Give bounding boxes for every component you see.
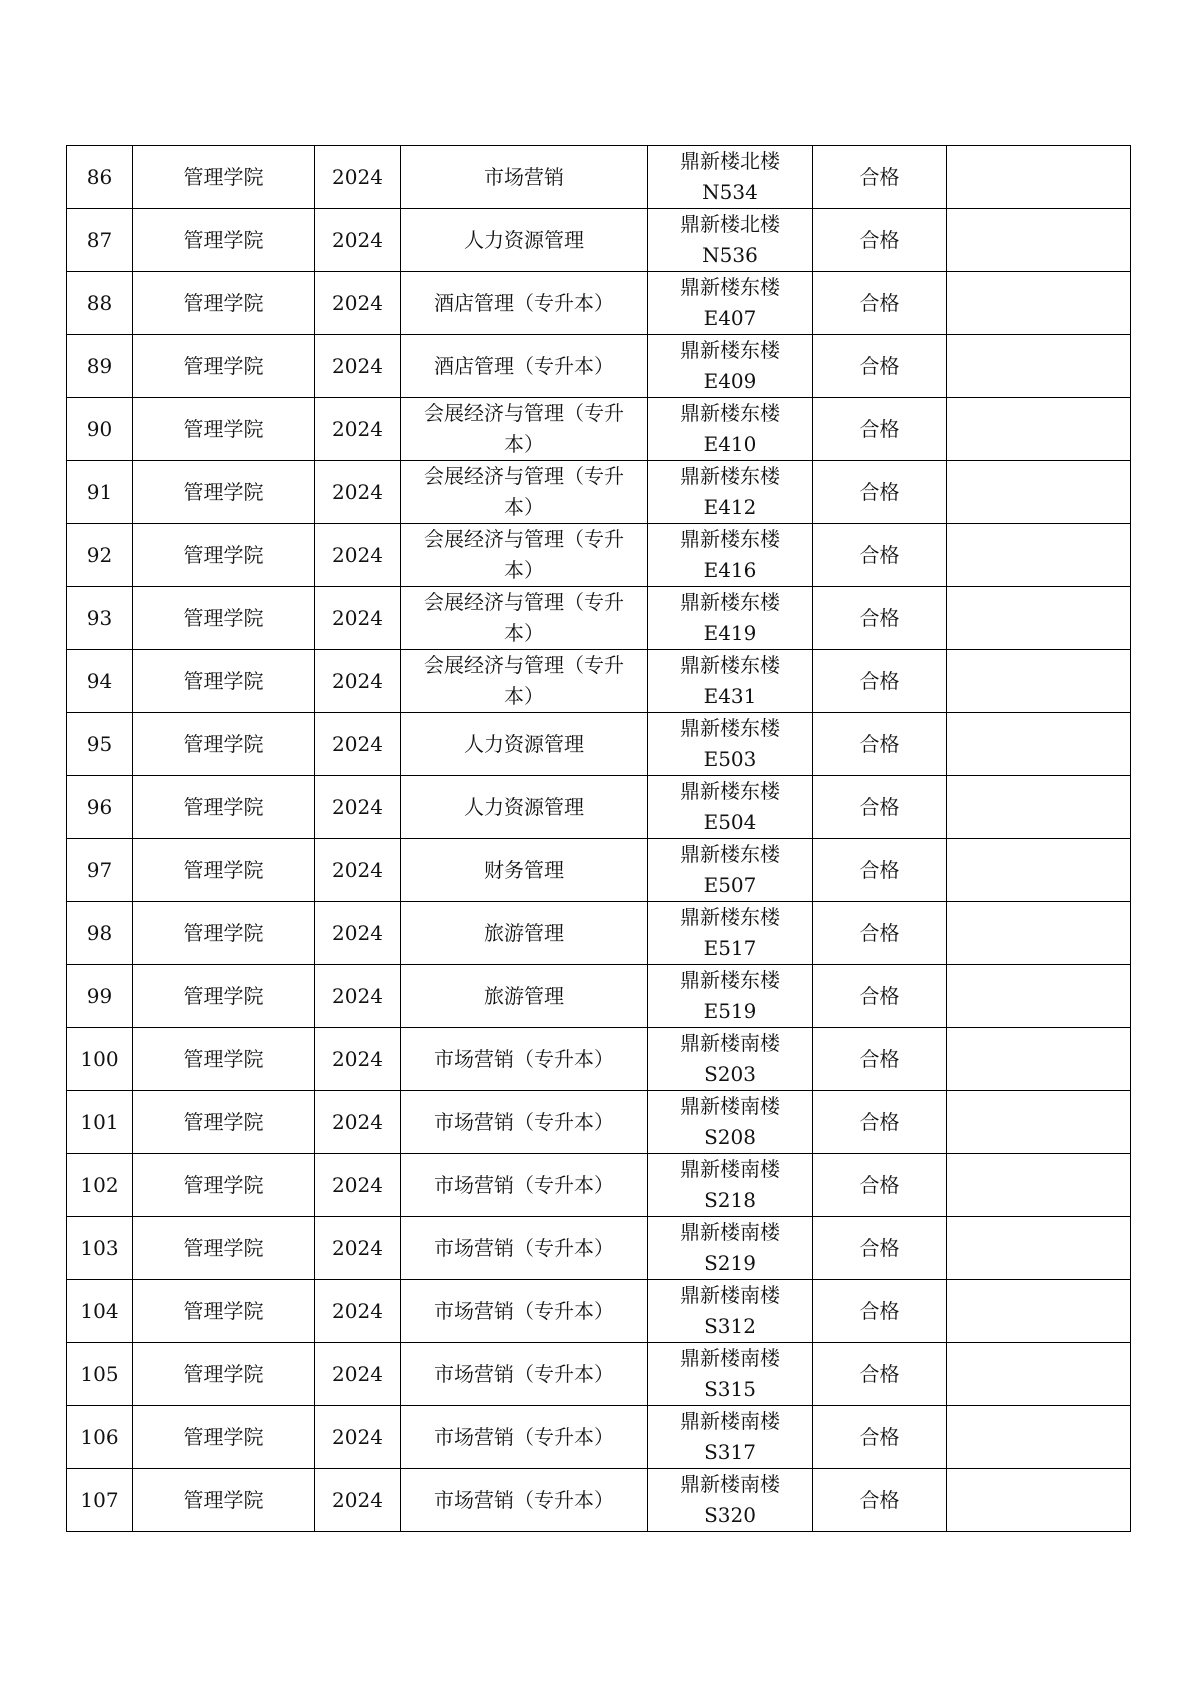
cell-major xyxy=(401,209,648,272)
cell-number: 104 xyxy=(67,1280,133,1343)
cell-note xyxy=(947,1217,1131,1280)
cell-room-line: E519 xyxy=(703,999,757,1023)
cell-room xyxy=(648,1343,813,1406)
cell-college: 管理学院 xyxy=(133,524,315,587)
cell-number: 101 xyxy=(67,1091,133,1154)
cell-number: 107 xyxy=(67,1469,133,1532)
cell-room-line: 鼎新楼东楼 xyxy=(680,716,780,740)
cell-number: 100 xyxy=(67,1028,133,1091)
table-row xyxy=(67,650,1131,713)
cell-major-line: 市场营销 xyxy=(484,164,564,189)
cell-room xyxy=(648,965,813,1028)
cell-result: 合格 xyxy=(813,1217,947,1280)
cell-result: 合格 xyxy=(813,1091,947,1154)
cell-major-line: 市场营销（专升本） xyxy=(434,1487,614,1512)
cell-major-line: 市场营销（专升本） xyxy=(434,1109,614,1134)
cell-major-line: 本） xyxy=(504,558,544,582)
cell-room xyxy=(648,1217,813,1280)
table-row xyxy=(67,1280,1131,1343)
cell-year: 2024 xyxy=(315,776,401,839)
cell-room xyxy=(648,650,813,713)
cell-college: 管理学院 xyxy=(133,713,315,776)
cell-result: 合格 xyxy=(813,839,947,902)
table-row xyxy=(67,587,1131,650)
cell-room-line: E504 xyxy=(703,810,757,834)
cell-result: 合格 xyxy=(813,1028,947,1091)
cell-college: 管理学院 xyxy=(133,839,315,902)
cell-room-line: E517 xyxy=(703,936,757,960)
cell-major xyxy=(401,1091,648,1154)
cell-major-line: 旅游管理 xyxy=(484,983,564,1008)
cell-major xyxy=(401,335,648,398)
cell-room-line: S208 xyxy=(704,1125,756,1149)
cell-college: 管理学院 xyxy=(133,776,315,839)
cell-room-line: 鼎新楼南楼 xyxy=(680,1409,780,1433)
cell-room xyxy=(648,1469,813,1532)
cell-room xyxy=(648,1406,813,1469)
cell-room-line: N536 xyxy=(702,243,758,267)
cell-room xyxy=(648,1091,813,1154)
cell-room-line: 鼎新楼南楼 xyxy=(680,1094,780,1118)
cell-room-line: 鼎新楼东楼 xyxy=(680,779,780,803)
cell-year: 2024 xyxy=(315,1406,401,1469)
cell-note xyxy=(947,1280,1131,1343)
cell-major-line: 酒店管理（专升本） xyxy=(434,353,614,378)
cell-number: 89 xyxy=(67,335,133,398)
cell-room-line: E412 xyxy=(703,495,757,519)
cell-major-line: 会展经济与管理（专升 xyxy=(424,464,624,488)
cell-room-line: 鼎新楼东楼 xyxy=(680,905,780,929)
cell-room-line: 鼎新楼南楼 xyxy=(680,1031,780,1055)
cell-major-line: 市场营销（专升本） xyxy=(434,1298,614,1323)
cell-major xyxy=(401,461,648,524)
cell-college: 管理学院 xyxy=(133,1028,315,1091)
cell-room-line: S315 xyxy=(704,1377,756,1401)
cell-major xyxy=(401,902,648,965)
table-body xyxy=(67,146,1131,1532)
cell-result: 合格 xyxy=(813,1343,947,1406)
cell-result: 合格 xyxy=(813,146,947,209)
table-row xyxy=(67,1343,1131,1406)
cell-college: 管理学院 xyxy=(133,1469,315,1532)
cell-room xyxy=(648,713,813,776)
cell-note xyxy=(947,272,1131,335)
cell-number: 94 xyxy=(67,650,133,713)
cell-year: 2024 xyxy=(315,902,401,965)
cell-major xyxy=(401,1154,648,1217)
cell-number: 105 xyxy=(67,1343,133,1406)
cell-room-line: S218 xyxy=(704,1188,756,1212)
cell-result: 合格 xyxy=(813,650,947,713)
table-row xyxy=(67,335,1131,398)
cell-year: 2024 xyxy=(315,335,401,398)
cell-room-line: 鼎新楼东楼 xyxy=(680,590,780,614)
cell-room-line: S312 xyxy=(704,1314,756,1338)
cell-major xyxy=(401,146,648,209)
cell-major xyxy=(401,1280,648,1343)
cell-room-line: S203 xyxy=(704,1062,756,1086)
cell-year: 2024 xyxy=(315,713,401,776)
cell-result: 合格 xyxy=(813,335,947,398)
cell-major xyxy=(401,272,648,335)
cell-note xyxy=(947,902,1131,965)
cell-major-line: 会展经济与管理（专升 xyxy=(424,590,624,614)
cell-year: 2024 xyxy=(315,1217,401,1280)
cell-note xyxy=(947,587,1131,650)
table-row xyxy=(67,1154,1131,1217)
cell-major xyxy=(401,1406,648,1469)
cell-number: 92 xyxy=(67,524,133,587)
cell-year: 2024 xyxy=(315,1343,401,1406)
table-row xyxy=(67,839,1131,902)
cell-note xyxy=(947,1028,1131,1091)
cell-result: 合格 xyxy=(813,776,947,839)
cell-room xyxy=(648,776,813,839)
cell-major-line: 会展经济与管理（专升 xyxy=(424,401,624,425)
cell-room-line: E407 xyxy=(703,306,757,330)
cell-result: 合格 xyxy=(813,1469,947,1532)
cell-note xyxy=(947,209,1131,272)
cell-number: 98 xyxy=(67,902,133,965)
cell-number: 103 xyxy=(67,1217,133,1280)
cell-room xyxy=(648,461,813,524)
table-row xyxy=(67,965,1131,1028)
cell-room-line: E507 xyxy=(703,873,757,897)
cell-result: 合格 xyxy=(813,587,947,650)
cell-year: 2024 xyxy=(315,398,401,461)
cell-note xyxy=(947,965,1131,1028)
cell-room xyxy=(648,524,813,587)
cell-college: 管理学院 xyxy=(133,965,315,1028)
cell-result: 合格 xyxy=(813,209,947,272)
cell-number: 95 xyxy=(67,713,133,776)
cell-note xyxy=(947,1154,1131,1217)
table-row xyxy=(67,209,1131,272)
cell-room-line: N534 xyxy=(702,180,758,204)
cell-room xyxy=(648,209,813,272)
cell-major-line: 酒店管理（专升本） xyxy=(434,290,614,315)
cell-major-line: 本） xyxy=(504,621,544,645)
cell-room xyxy=(648,587,813,650)
table-row xyxy=(67,1406,1131,1469)
cell-year: 2024 xyxy=(315,650,401,713)
cell-college: 管理学院 xyxy=(133,398,315,461)
cell-college: 管理学院 xyxy=(133,335,315,398)
cell-major-line: 本） xyxy=(504,432,544,456)
table-row xyxy=(67,524,1131,587)
cell-college: 管理学院 xyxy=(133,1406,315,1469)
cell-note xyxy=(947,1406,1131,1469)
cell-major xyxy=(401,713,648,776)
cell-college: 管理学院 xyxy=(133,902,315,965)
cell-note xyxy=(947,1343,1131,1406)
table-row xyxy=(67,1091,1131,1154)
cell-room-line: 鼎新楼东楼 xyxy=(680,842,780,866)
cell-major-line: 会展经济与管理（专升 xyxy=(424,653,624,677)
cell-note xyxy=(947,776,1131,839)
cell-result: 合格 xyxy=(813,398,947,461)
cell-room-line: 鼎新楼东楼 xyxy=(680,527,780,551)
cell-result: 合格 xyxy=(813,1154,947,1217)
cell-room-line: E503 xyxy=(703,747,757,771)
cell-year: 2024 xyxy=(315,1469,401,1532)
cell-major xyxy=(401,1343,648,1406)
cell-year: 2024 xyxy=(315,1280,401,1343)
cell-major-line: 人力资源管理 xyxy=(464,227,584,252)
cell-major-line: 会展经济与管理（专升 xyxy=(424,527,624,551)
cell-room-line: 鼎新楼东楼 xyxy=(680,401,780,425)
cell-major-line: 市场营销（专升本） xyxy=(434,1361,614,1386)
cell-year: 2024 xyxy=(315,461,401,524)
cell-note xyxy=(947,713,1131,776)
cell-room xyxy=(648,1154,813,1217)
cell-major xyxy=(401,524,648,587)
cell-note xyxy=(947,146,1131,209)
cell-note xyxy=(947,524,1131,587)
cell-number: 93 xyxy=(67,587,133,650)
table-row xyxy=(67,1217,1131,1280)
cell-number: 91 xyxy=(67,461,133,524)
cell-note xyxy=(947,461,1131,524)
table-row xyxy=(67,272,1131,335)
cell-result: 合格 xyxy=(813,965,947,1028)
cell-room-line: E419 xyxy=(703,621,757,645)
cell-room xyxy=(648,398,813,461)
table-row xyxy=(67,1028,1131,1091)
cell-room-line: 鼎新楼东楼 xyxy=(680,275,780,299)
cell-number: 97 xyxy=(67,839,133,902)
cell-room-line: 鼎新楼东楼 xyxy=(680,338,780,362)
cell-major-line: 旅游管理 xyxy=(484,920,564,945)
cell-major xyxy=(401,650,648,713)
cell-year: 2024 xyxy=(315,146,401,209)
table-row xyxy=(67,146,1131,209)
cell-result: 合格 xyxy=(813,1280,947,1343)
cell-major-line: 人力资源管理 xyxy=(464,794,584,819)
cell-note xyxy=(947,650,1131,713)
cell-year: 2024 xyxy=(315,1154,401,1217)
cell-major xyxy=(401,587,648,650)
cell-room xyxy=(648,146,813,209)
cell-major-line: 市场营销（专升本） xyxy=(434,1172,614,1197)
cell-room-line: 鼎新楼东楼 xyxy=(680,464,780,488)
cell-result: 合格 xyxy=(813,461,947,524)
cell-college: 管理学院 xyxy=(133,1280,315,1343)
cell-year: 2024 xyxy=(315,839,401,902)
cell-room xyxy=(648,839,813,902)
cell-college: 管理学院 xyxy=(133,272,315,335)
cell-result: 合格 xyxy=(813,902,947,965)
table-row xyxy=(67,902,1131,965)
cell-room-line: 鼎新楼南楼 xyxy=(680,1346,780,1370)
table-row xyxy=(67,1469,1131,1532)
cell-major xyxy=(401,965,648,1028)
cell-result: 合格 xyxy=(813,1406,947,1469)
cell-major-line: 财务管理 xyxy=(484,857,564,882)
cell-college: 管理学院 xyxy=(133,587,315,650)
cell-major xyxy=(401,1028,648,1091)
cell-room-line: 鼎新楼南楼 xyxy=(680,1157,780,1181)
cell-year: 2024 xyxy=(315,1028,401,1091)
cell-number: 88 xyxy=(67,272,133,335)
cell-major xyxy=(401,839,648,902)
cell-major-line: 市场营销（专升本） xyxy=(434,1046,614,1071)
cell-college: 管理学院 xyxy=(133,1091,315,1154)
cell-major xyxy=(401,776,648,839)
cell-room-line: 鼎新楼南楼 xyxy=(680,1472,780,1496)
cell-year: 2024 xyxy=(315,272,401,335)
cell-room-line: S320 xyxy=(704,1503,756,1527)
cell-number: 87 xyxy=(67,209,133,272)
cell-major xyxy=(401,1469,648,1532)
cell-room-line: 鼎新楼东楼 xyxy=(680,968,780,992)
inspection-results-table xyxy=(66,145,1131,1532)
cell-note xyxy=(947,335,1131,398)
cell-number: 99 xyxy=(67,965,133,1028)
cell-college: 管理学院 xyxy=(133,146,315,209)
cell-major-line: 本） xyxy=(504,684,544,708)
cell-room xyxy=(648,335,813,398)
cell-room-line: 鼎新楼南楼 xyxy=(680,1220,780,1244)
cell-college: 管理学院 xyxy=(133,461,315,524)
cell-number: 106 xyxy=(67,1406,133,1469)
cell-college: 管理学院 xyxy=(133,209,315,272)
cell-year: 2024 xyxy=(315,965,401,1028)
cell-room xyxy=(648,1028,813,1091)
cell-room-line: E431 xyxy=(703,684,757,708)
cell-result: 合格 xyxy=(813,713,947,776)
cell-result: 合格 xyxy=(813,524,947,587)
cell-number: 102 xyxy=(67,1154,133,1217)
cell-college: 管理学院 xyxy=(133,650,315,713)
cell-college: 管理学院 xyxy=(133,1217,315,1280)
cell-room xyxy=(648,272,813,335)
cell-college: 管理学院 xyxy=(133,1343,315,1406)
cell-number: 90 xyxy=(67,398,133,461)
cell-number: 96 xyxy=(67,776,133,839)
cell-major-line: 本） xyxy=(504,495,544,519)
cell-major-line: 人力资源管理 xyxy=(464,731,584,756)
cell-major-line: 市场营销（专升本） xyxy=(434,1235,614,1260)
cell-room-line: E410 xyxy=(703,432,757,456)
cell-note xyxy=(947,398,1131,461)
cell-year: 2024 xyxy=(315,1091,401,1154)
cell-room-line: S317 xyxy=(704,1440,756,1464)
table-row xyxy=(67,776,1131,839)
cell-note xyxy=(947,1091,1131,1154)
cell-room xyxy=(648,902,813,965)
cell-room-line: 鼎新楼北楼 xyxy=(680,212,780,236)
table-row xyxy=(67,713,1131,776)
cell-major-line: 市场营销（专升本） xyxy=(434,1424,614,1449)
cell-major xyxy=(401,1217,648,1280)
cell-college: 管理学院 xyxy=(133,1154,315,1217)
cell-room-line: E416 xyxy=(703,558,757,582)
cell-year: 2024 xyxy=(315,209,401,272)
cell-note xyxy=(947,839,1131,902)
cell-room xyxy=(648,1280,813,1343)
cell-room-line: S219 xyxy=(704,1251,756,1275)
cell-room-line: E409 xyxy=(703,369,757,393)
table-row xyxy=(67,461,1131,524)
cell-major xyxy=(401,398,648,461)
cell-number: 86 xyxy=(67,146,133,209)
cell-year: 2024 xyxy=(315,524,401,587)
cell-result: 合格 xyxy=(813,272,947,335)
cell-note xyxy=(947,1469,1131,1532)
cell-room-line: 鼎新楼北楼 xyxy=(680,149,780,173)
table-row xyxy=(67,398,1131,461)
cell-room-line: 鼎新楼南楼 xyxy=(680,1283,780,1307)
cell-year: 2024 xyxy=(315,587,401,650)
cell-room-line: 鼎新楼东楼 xyxy=(680,653,780,677)
